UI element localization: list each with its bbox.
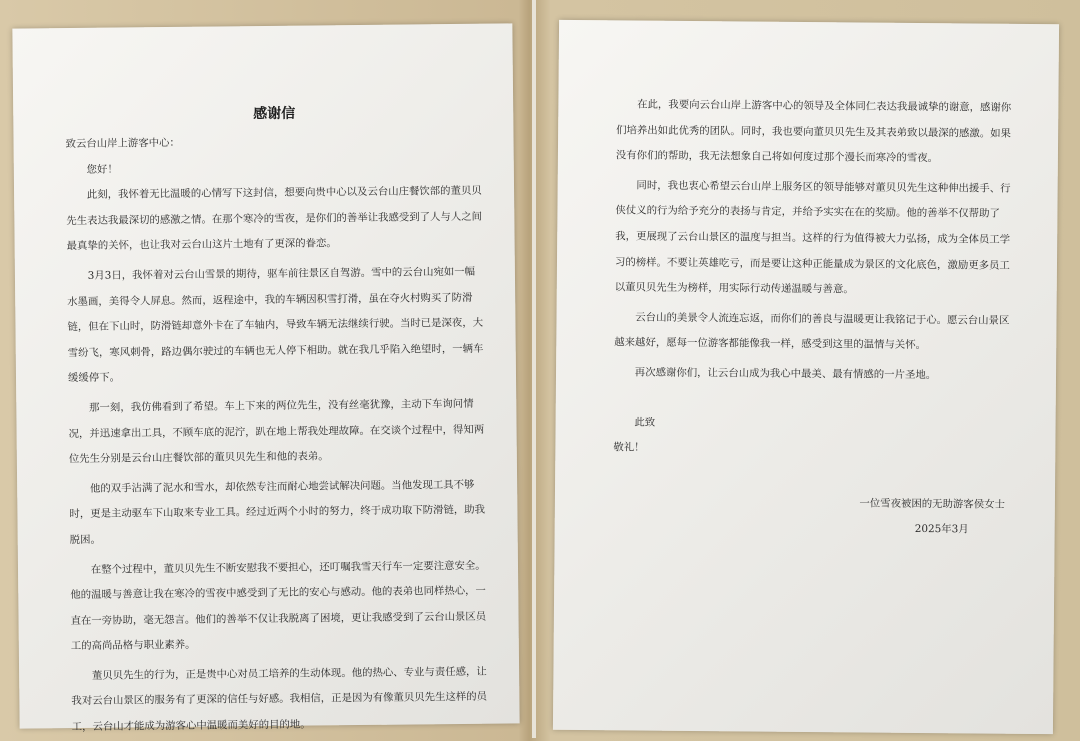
letter-page-right — [553, 20, 1059, 734]
photo-seam — [532, 0, 536, 738]
letter-salutation: 致云台山岸上游客中心： — [65, 136, 180, 151]
letter-paragraph: 云台山的美景令人流连忘返，而你们的善良与温暖更让我铭记于心。愿云台山景区越来越好，愿每一位游客都能像我一样，感受到这里的温情与关怀。 — [614, 311, 1010, 352]
letter-paragraph: 在此，我要向云台山岸上游客中心的领导及全体同仁表达我最诚挚的谢意，感谢你们培养出如此优秀的团队。同时，我也要向董贝贝先生及其表弟致以最深的感激。如果没有你们的帮助，我无法想象自己将如何度过那个漫长而寒冷的雪夜。 — [615, 98, 1012, 165]
letter-greeting: 您好！ — [86, 163, 118, 176]
letter-paragraph: 董贝贝先生的行为，正是贵中心对员工培养的生动体现。他的热心、专业与责任感，让我对云台山景区的服务有了更深的信任与好感。我相信，正是因为有像董贝贝先生这样的员工，云台山才能成为游客心中温暖而美好的目的地。 — [71, 665, 488, 734]
letter-paragraph: 再次感谢你们，让云台山成为我心中最美、最有情感的一片圣地。 — [634, 366, 937, 382]
letter-paragraph: 那一刻，我仿佛看到了希望。车上下来的两位先生，没有丝毫犹豫，主动下车询问情况，并迅速拿出工具，不顾车底的泥泞，趴在地上帮我处理故障。在交谈个过程中，得知两位先生分别是云台山庄餐饮部的董贝贝先生和他的表弟。 — [68, 397, 485, 466]
letter-signature: 一位雪夜被困的无助游客侯女士 — [859, 497, 1005, 511]
letter-closing-salute: 此致 — [634, 416, 656, 429]
letter-date: 2025年3月 — [914, 523, 969, 536]
letter-title: 感谢信 — [253, 105, 296, 123]
letter-paragraph: 他的双手沾满了泥水和雪水，却依然专注而耐心地尝试解决问题。当他发现工具不够时，更是主动驱车下山取来专业工具。经过近两个小时的努力，终于成功取下防滑链，助我脱困。 — [69, 478, 486, 546]
letter-paragraph: 此刻，我怀着无比温暖的心情写下这封信，想要向贵中心以及云台山庄餐饮部的董贝贝先生表达我最深切的感激之情。在那个寒冷的雪夜，是你们的善举让我感受到了人与人之间最真挚的关怀，也让我对云台山这片土地有了更深的眷恋。 — [66, 184, 483, 253]
letter-closing-regards: 敬礼！ — [613, 441, 645, 454]
letter-paragraph: 在整个过程中，董贝贝先生不断安慰我不要担心，还叮嘱我雪天行车一定要注意安全。他的温暖与善意让我在寒冷的雪夜中感受到了无比的安心与感动。他的表弟也同样热心，一直在一旁协助，毫无怨言。他们的善举不仅让我脱离了困境，更让我感受到了云台山景区员工的高尚品格与职业素养。 — [70, 559, 487, 653]
letter-paragraph: 3月3日，我怀着对云台山雪景的期待，驱车前往景区自驾游。雪中的云台山宛如一幅水墨画，美得令人屏息。然而，返程途中，我的车辆因积雪打滑，虽在夺火村购买了防滑链，但在下山时，防滑链却意外卡在了车轴内，导致车辆无法继续行驶。当时已是深夜，大雪纷飞，寒风刺骨，路边偶尔驶过的车辆也无人停下相助。就在我几乎陷入绝望时，一辆车缓缓停下。 — [67, 265, 484, 385]
letter-paragraph: 同时，我也衷心希望云台山岸上服务区的领导能够对董贝贝先生这种伸出援手、行侠仗义的行为给予充分的表扬与肯定，并给予实实在在的奖励。他的善举不仅帮助了我，更展现了云台山景区的温度与担当。这样的行为值得被大力弘扬，成为全体员工学习的榜样。不要让英雄吃亏，而是要让这种正能量成为景区的文化底色，激励更多员工以董贝贝先生为榜样，用实际行动传递温暖与善意。 — [614, 179, 1011, 296]
letter-page-left — [12, 23, 519, 734]
